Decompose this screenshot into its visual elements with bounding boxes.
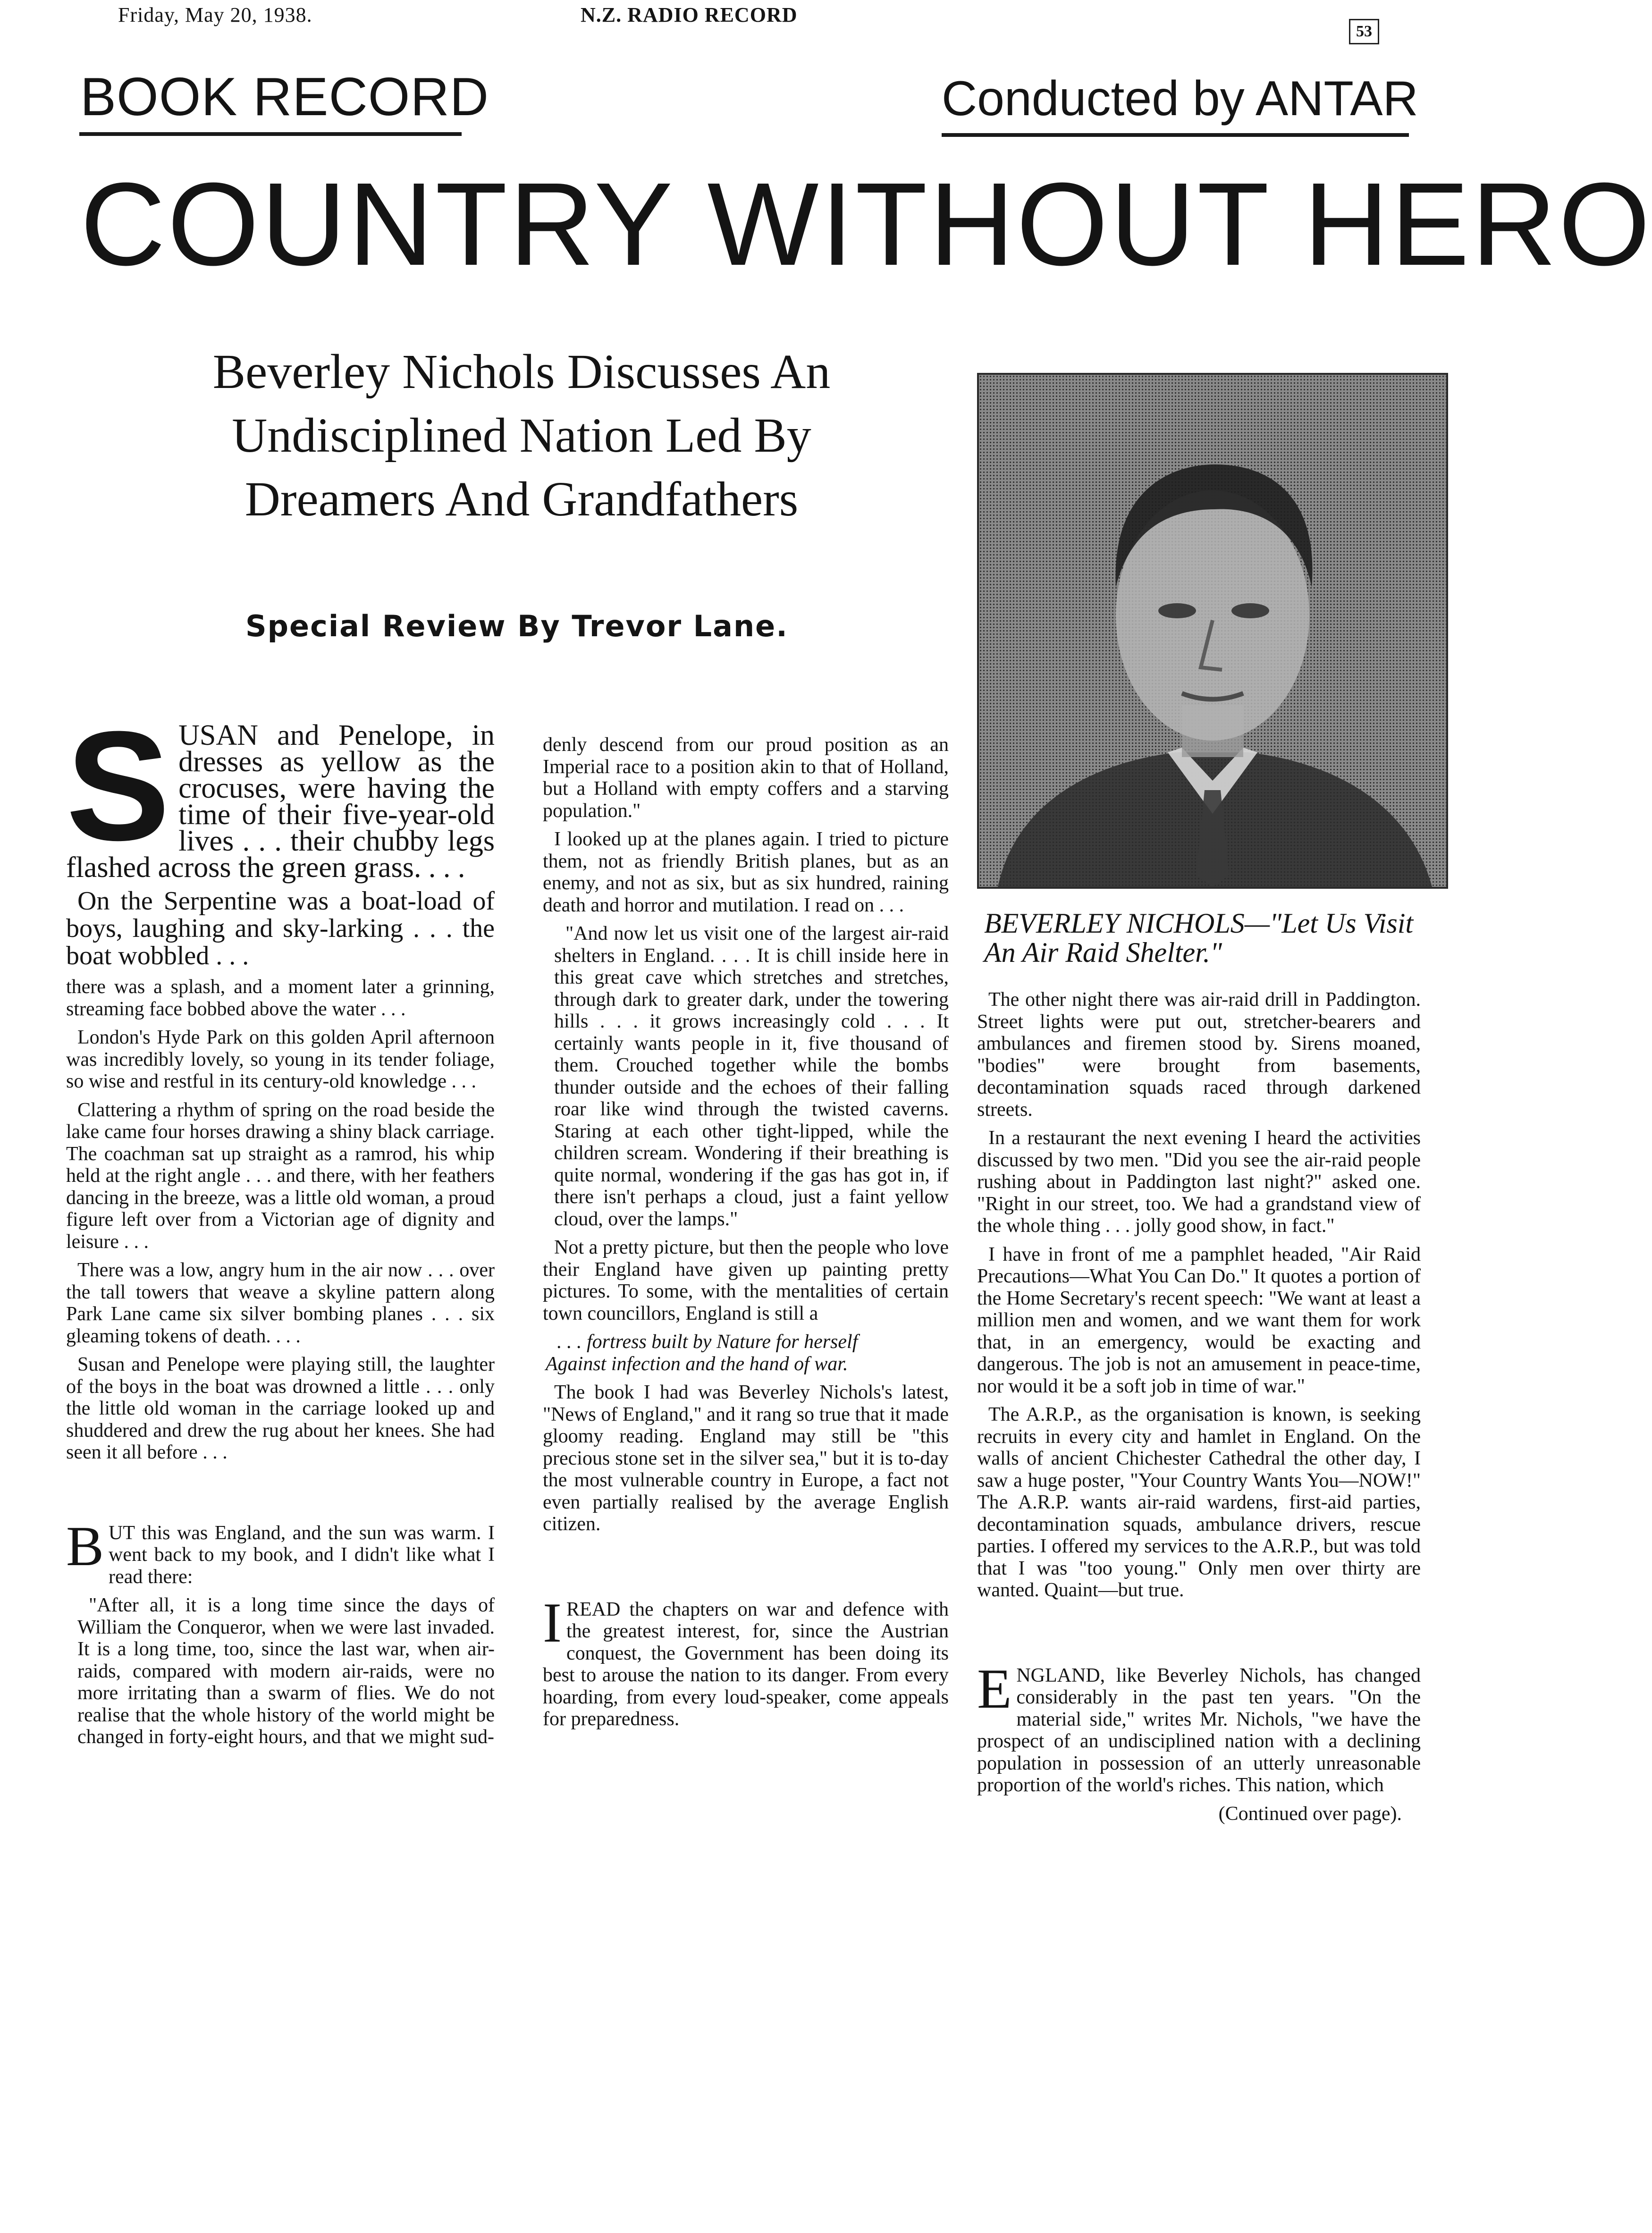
drop-cap: B xyxy=(66,1514,104,1577)
paragraph: The other night there was air-raid drill in Paddington. Street lights were put out, stretcher-bearers and ambulances and firemen stood by. Sirens moaned, "bodies" were brought from basements, decontamination squads raced through darkened streets. xyxy=(977,989,1421,1121)
paragraph: denly descend from our proud position as an Imperial race to a position akin to that of Holland, but a Holland with empty coffers and a starving population." xyxy=(543,734,949,822)
portrait-figure xyxy=(979,375,1446,887)
paragraph: there was a splash, and a moment later a grinning, streaming face bobbed above the water . . . xyxy=(66,976,495,1020)
subhead-line: Beverley Nichols Discusses An xyxy=(212,345,831,399)
drop-cap: E xyxy=(977,1657,1012,1720)
paragraph: Clattering a rhythm of spring on the road beside the lake came four horses drawing a shiny black carriage. The coachman sat up straight as a ramrod, his whip held at the right angle . . . and there, with her feathers dancing in the breeze, was a little old woman, a proud figure left over from a Victorian age of dignity and leisure . . . xyxy=(66,1099,495,1253)
paragraph: In a restaurant the next evening I heard the activities discussed by two men. "Did you see the air-raid people rushing about in Paddington last night?" asked one. "Right in our street, too. We had a grandstand view of the whole thing . . . jolly good show, in fact." xyxy=(977,1127,1421,1237)
paragraph xyxy=(66,699,495,884)
section-break xyxy=(66,1470,495,1522)
paragraph: Susan and Penelope were playing still, the laughter of the boys in the boat was drowned a little . . . only the little old woman in the carriage looked up and shuddered and drew the rug about her knees. She had seen it all before . . . xyxy=(66,1354,495,1463)
article-column-1 xyxy=(66,699,495,1755)
byline: Special Review By Trevor Lane. xyxy=(245,609,788,643)
paragraph: Not a pretty picture, but then the people who love their England have given up painting pretty pictures. To some, with the mentalities of certain town councillors, England is still a xyxy=(543,1237,949,1324)
paragraph: There was a low, angry hum in the air now . . . over the tall towers that weave a skyline pattern along Park Lane came six silver bombing planes . . . six gleaming tokens of death. . . . xyxy=(66,1259,495,1347)
page-number: 53 xyxy=(1349,19,1379,44)
subhead-line: Dreamers And Grandfathers xyxy=(244,472,799,526)
paragraph: London's Hyde Park on this golden April afternoon was incredibly lovely, so young in its tender foliage, so wise and restful in its century-old knowledge . . . xyxy=(66,1027,495,1092)
paragraph xyxy=(66,1514,495,1588)
drop-cap: I xyxy=(543,1591,562,1654)
paragraph: The A.R.P., as the organisation is known, is seeking recruits in every city and hamlet in England. On the walls of ancient Chichester Cathedral the other day, I saw a huge poster, "Your Country Wants You—NOW!" The A.R.P. wants air-raid wardens, first-aid parties, decontamination squads, ambulance drivers, rescue parties. I offered my services to the A.R.P., but was told that I was "too young." Only men over thirty are wanted. Quaint—but true. xyxy=(977,1404,1421,1601)
paragraph: "After all, it is a long time since the days of William the Conqueror, when we were last invaded. It is a long time, too, since the last war, when air-raids, compared with modern air-raids, were no more irritating than a swarm of flies. We do not realise that the whole history of the world might be changed in forty-eight hours, and that we might sud- xyxy=(77,1594,495,1748)
verse-line: . . . fortress built by Nature for herself xyxy=(557,1331,858,1353)
paragraph: I looked up at the planes again. I tried to picture them, not as friendly British planes, but as an enemy, and not as six, but as six hundred, raining death and horror and mutilation. I read on . . . xyxy=(543,828,949,916)
section-title: BOOK RECORD xyxy=(80,67,489,127)
subheadline xyxy=(179,340,864,531)
section-break xyxy=(977,1608,1421,1665)
issue-date: Friday, May 20, 1938. xyxy=(118,3,312,26)
paragraph: The book I had was Beverley Nichols's latest, "News of England," and it rang so true that it made gloomy reading. England may still be "this precious stone set in the silver sea," but it is to-day the most vulnerable country in Europe, a fact not even partially realised by the average English citizen. xyxy=(543,1382,949,1535)
headline: COUNTRY WITHOUT HERO xyxy=(80,158,1652,290)
paragraph: On the Serpentine was a boat-load of boys, laughing and sky-larking . . . the boat wobbled . . . xyxy=(66,886,495,970)
conducted-rule xyxy=(942,133,1409,137)
verse-line: Against infection and the hand of war. xyxy=(546,1353,848,1375)
drop-cap: S xyxy=(66,699,170,873)
publication-name: N.Z. RADIO RECORD xyxy=(581,3,798,26)
author-portrait xyxy=(977,373,1448,889)
article-column-3 xyxy=(977,989,1421,1831)
article-column-2 xyxy=(543,734,949,1737)
photo-caption: BEVERLEY NICHOLS—"Let Us Visit An Air Raid Shelter." xyxy=(984,908,1414,968)
section-rule xyxy=(79,132,462,136)
conducted-by: Conducted by ANTAR xyxy=(942,71,1418,126)
paragraph-text: USAN and Penelope, in dresses as yellow as the crocuses, were having the time of their five-year-old lives . . . their chubby legs flashed across the green grass. . . . xyxy=(66,719,495,884)
paragraph-text: READ the chapters on war and defence with the greatest interest, for, since the Austrian conquest, the Government has been doing its best to arouse the nation to its danger. From every hoarding, from every loud-speaker, come appeals for preparedness. xyxy=(543,1598,949,1730)
continued-note[interactable]: (Continued over page). xyxy=(1218,1803,1402,1825)
paragraph: "And now let us visit one of the largest air-raid shelters in England. . . . It is chill inside here in this great cave which stretches and stretches, through dark to greater dark, under the towering hills . . . it grows increasingly cold . . . It certainly wants people in it, five thousand of them. Crouched together while the bombs thunder outside and the echoes of their falling roar like wind through the twisted caverns. Staring at each other tight-lipped, while the children scream. Wondering if their breathing is quite normal, wondering if the gas has got in, if there isn't perhaps a cloud, just a faint yellow cloud, over the lamps." xyxy=(554,923,949,1230)
paragraph xyxy=(543,1591,949,1730)
paragraph: I have in front of me a pamphlet headed, "Air Raid Precautions—What You Can Do." It quotes a portion of the Home Secretary's recent speech: "We want at least a million men and women, and we want them for work that, in an emergency, would be exacting and dangerous. The job is not an amusement in peace-time, nor would it be a soft job in time of war." xyxy=(977,1243,1421,1397)
section-break xyxy=(543,1542,949,1599)
paragraph-text: NGLAND, like Beverley Nichols, has changed considerably in the past ten years. "On the material side," writes Mr. Nichols, "we have the prospect of an undisciplined nation with a declining population in possession of an utterly unreasonable proportion of the world's riches. This nation, which xyxy=(977,1664,1421,1796)
paragraph xyxy=(977,1657,1421,1796)
paragraph-text: UT this was England, and the sun was warm. I went back to my book, and I didn't like what I read there: xyxy=(109,1522,495,1588)
subhead-line: Undisciplined Nation Led By xyxy=(232,408,811,463)
